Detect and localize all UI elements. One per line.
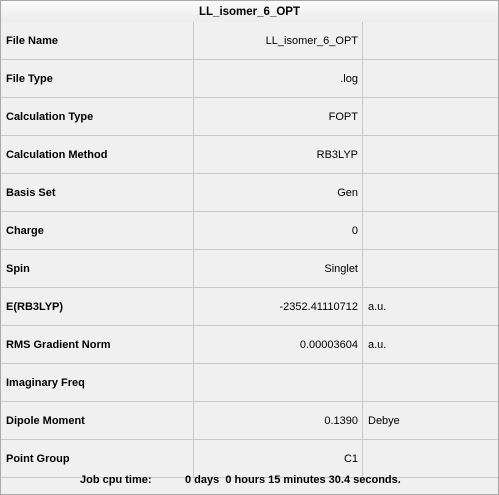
- table-row: [1, 60, 498, 98]
- row-unit: [364, 364, 498, 401]
- row-unit: [364, 250, 498, 287]
- row-label: Imaginary Freq: [1, 364, 194, 401]
- row-value: 0.00003604: [195, 326, 363, 363]
- table-row: [1, 98, 498, 136]
- row-unit: [364, 174, 498, 211]
- table-row: [1, 402, 498, 440]
- row-unit: Debye: [368, 414, 400, 427]
- table-row: [1, 136, 498, 174]
- table-row: [1, 326, 498, 364]
- row-unit: [364, 22, 498, 59]
- table-row: [1, 22, 498, 60]
- row-value: RB3LYP: [195, 136, 363, 173]
- row-unit: [364, 98, 498, 135]
- row-label: File Name: [1, 22, 194, 59]
- table-row: [1, 212, 498, 250]
- row-unit: a.u.: [368, 300, 387, 313]
- row-unit: [364, 136, 498, 173]
- table-row: [1, 364, 498, 402]
- table-row: [1, 288, 498, 326]
- row-unit: [364, 60, 498, 97]
- row-label: Point Group: [1, 440, 194, 477]
- row-label: Dipole Moment: [1, 402, 194, 439]
- row-label: E(RB3LYP): [1, 288, 194, 325]
- row-label: File Type: [1, 60, 194, 97]
- panel-title: LL_isomer_6_OPT: [1, 1, 498, 23]
- row-value: C1: [195, 440, 363, 477]
- cpu-time-value: 0 days 0 hours 15 minutes 30.4 seconds.: [185, 474, 401, 486]
- row-value: 0: [195, 212, 363, 249]
- properties-table: [1, 22, 498, 478]
- row-label: Spin: [1, 250, 194, 287]
- row-value: Singlet: [195, 250, 363, 287]
- row-unit: a.u.: [368, 338, 387, 351]
- row-value: 0.1390: [195, 402, 363, 439]
- cpu-time-label: Job cpu time:: [80, 474, 152, 486]
- row-value: FOPT: [195, 98, 363, 135]
- row-label: Basis Set: [1, 174, 194, 211]
- row-value: [195, 364, 363, 401]
- row-value: .log: [195, 60, 363, 97]
- row-value: -2352.41110712: [195, 288, 363, 325]
- row-value: LL_isomer_6_OPT: [195, 22, 363, 59]
- row-label: Charge: [1, 212, 194, 249]
- row-value: Gen: [195, 174, 363, 211]
- row-label: Calculation Type: [1, 98, 194, 135]
- row-label: RMS Gradient Norm: [1, 326, 194, 363]
- job-cpu-time: [1, 466, 498, 494]
- table-row: [1, 250, 498, 288]
- table-row: [1, 174, 498, 212]
- row-unit: [364, 212, 498, 249]
- row-label: Calculation Method: [1, 136, 194, 173]
